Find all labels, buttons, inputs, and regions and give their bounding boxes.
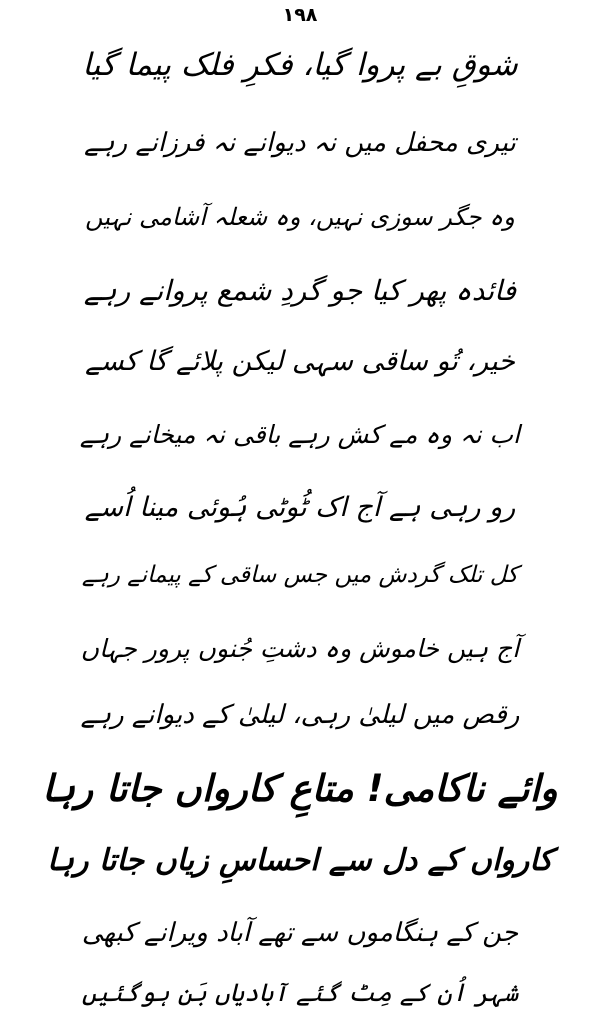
verse-line-13: جن کے ہنگاموں سے تھے آباد ویرانے کبھی: [81, 918, 519, 948]
verse-line-5: خیر، تُو ساقی سہی لیکن پلائے گا کسے: [85, 346, 515, 377]
verse-line-6: اب نہ وہ مے کش رہے باقی نہ میخانے رہے: [79, 420, 520, 449]
verse-line-7: رو رہی ہے آج اک ٹُوٹی ہُوئی مینا اُسے: [84, 492, 516, 523]
verse-line-1: شوقِ بے پروا گیا، فکرِ فلک پیما گیا: [82, 47, 518, 83]
verse-line-4: فائدہ پھر کیا جو گردِ شمع پروانے رہے: [83, 274, 517, 307]
verse-line-3: وہ جگر سوزی نہیں، وہ شعلہ آشامی نہیں: [85, 203, 515, 231]
verse-line-11: وائے ناکامی! متاعِ کارواں جاتا رہا: [42, 767, 558, 810]
verse-line-14: شہر اُن کے مِٹ گئے آبادیاں بَن ہوگئیں: [81, 978, 519, 1007]
verse-line-9: آج ہیں خاموش وہ دشتِ جُنوں پرور جہاں: [80, 634, 520, 663]
verse-line-2: تیری محفل میں نہ دیوانے نہ فرزانے رہے: [84, 128, 516, 158]
verse-line-10: رقص میں لیلیٰ رہی، لیلیٰ کے دیوانے رہے: [80, 700, 520, 730]
verse-line-12: کارواں کے دل سے احساسِ زیاں جاتا رہا: [47, 843, 553, 878]
page-number: ١٩٨: [282, 4, 318, 26]
verse-line-8: کل تلک گردش میں جس ساقی کے پیمانے رہے: [81, 562, 519, 588]
